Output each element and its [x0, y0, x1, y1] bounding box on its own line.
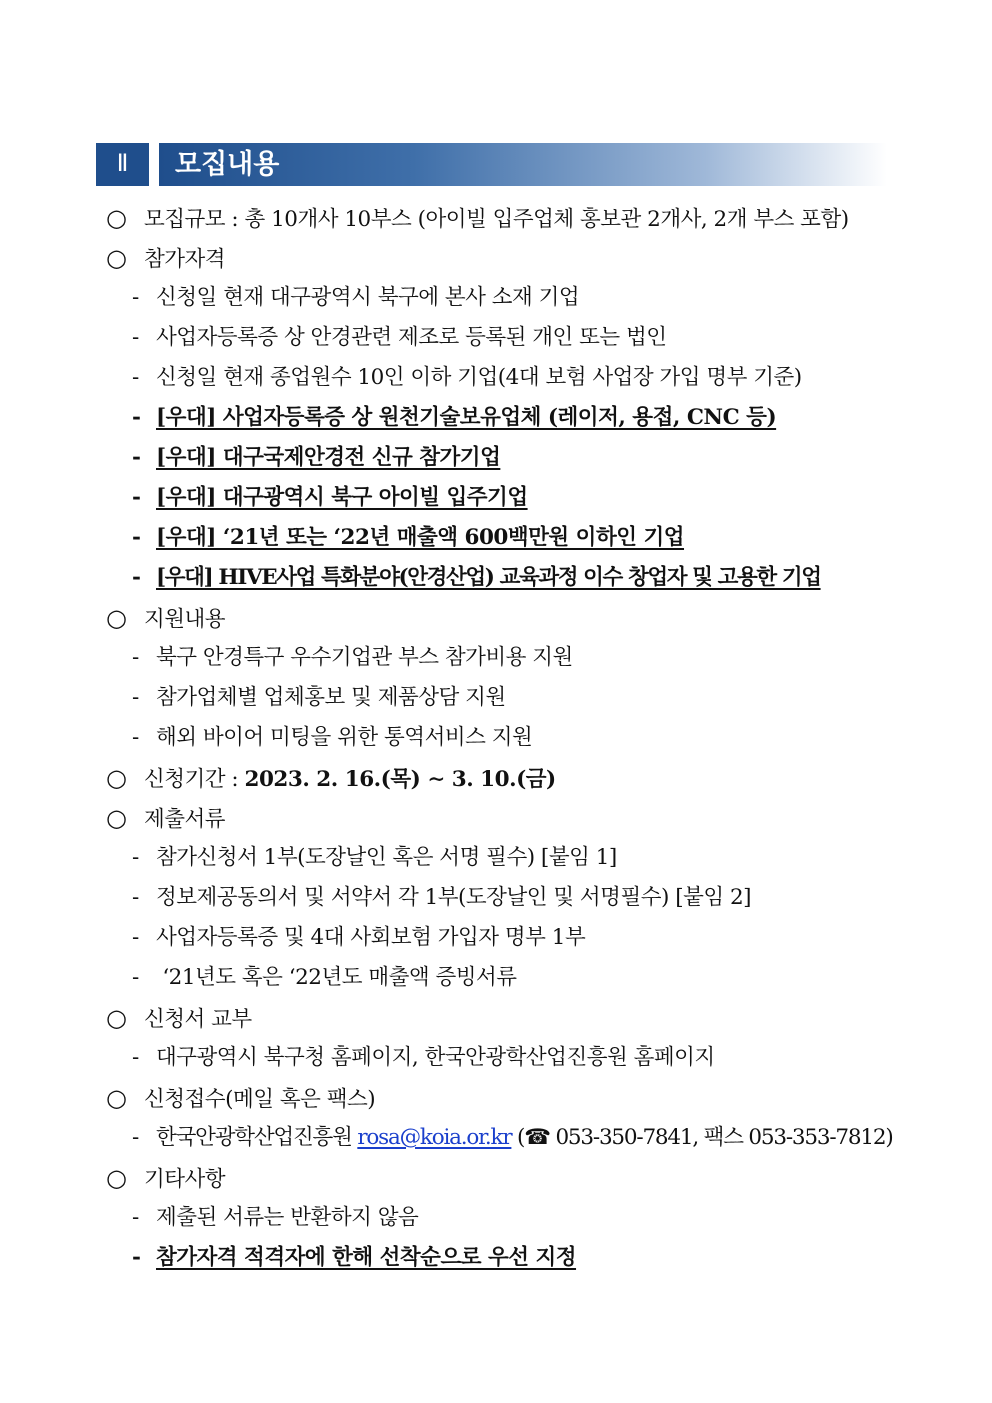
section-title: 모집내용 [175, 149, 280, 180]
preferred-item-text: [우대] 대구광역시 북구 아이빌 입주기업 [156, 485, 528, 510]
circle-bullet-icon: ○ [106, 244, 127, 272]
list-item [106, 678, 936, 718]
support-heading: 지원내용 [144, 607, 226, 632]
submission-heading-line [106, 1078, 936, 1118]
preferred-item [106, 398, 936, 438]
preferred-item [106, 438, 936, 478]
list-item-text: 신청일 현재 종업원수 10인 이하 기업(4대 보험 사업장 가입 명부 기준) [156, 365, 802, 390]
dash-marker: - [132, 845, 139, 870]
submission-contact-line [106, 1118, 936, 1158]
preferred-item [106, 478, 936, 518]
circle-bullet-icon: ○ [106, 804, 127, 832]
preferred-item [106, 518, 936, 558]
documents-heading: 제출서류 [144, 807, 226, 832]
preferred-item-text: [우대] HIVE사업 특화분야(안경산업) 교육과정 이수 창업자 및 고용한 기업 [156, 565, 821, 590]
dash-marker: - [132, 725, 139, 750]
dash-marker: - [132, 325, 139, 350]
list-item [106, 718, 936, 758]
list-item-text: 정보제공동의서 및 서약서 각 1부(도장날인 및 서명필수) [붙임 2] [156, 885, 752, 910]
dash-marker: - [132, 565, 141, 590]
dash-marker: - [132, 405, 141, 430]
distribution-heading: 신청서 교부 [144, 1007, 252, 1032]
period-value: 2023. 2. 16.(목) ∼ 3. 10.(금) [244, 767, 556, 792]
preferred-item [106, 558, 936, 598]
list-item-text: 대구광역시 북구청 홈페이지, 한국안광학산업진흥원 홈페이지 [156, 1045, 715, 1070]
dash-marker: - [132, 365, 139, 390]
section-title-bar [159, 143, 887, 186]
section-header [96, 143, 896, 186]
list-item [106, 958, 936, 998]
dash-marker: - [132, 965, 139, 990]
circle-bullet-icon: ○ [106, 604, 127, 632]
dash-marker: - [132, 485, 141, 510]
dash-marker: - [132, 885, 139, 910]
submission-org: 한국안광학산업진흥원 [156, 1125, 358, 1150]
preferred-item-text: [우대] ‘21년 또는 ‘22년 매출액 600백만원 이하인 기업 [156, 525, 685, 550]
period-line [106, 758, 936, 798]
list-item [106, 278, 936, 318]
scale-separator: : [225, 207, 245, 232]
list-item-text: 북구 안경특구 우수기업관 부스 참가비용 지원 [156, 645, 573, 670]
list-item [106, 918, 936, 958]
recruitment-content [106, 198, 936, 1278]
scale-text: 총 10개사 10부스 (아이빌 입주업체 홍보관 2개사, 2개 부스 포함) [244, 207, 849, 232]
dash-marker: - [132, 645, 139, 670]
list-item-text: 사업자등록증 상 안경관련 제조로 등록된 개인 또는 법인 [156, 325, 667, 350]
list-item [106, 638, 936, 678]
list-item-text: 참가자격 적격자에 한해 선착순으로 우선 지정 [156, 1245, 577, 1270]
dash-marker: - [132, 1245, 141, 1270]
circle-bullet-icon: ○ [106, 764, 127, 792]
support-heading-line [106, 598, 936, 638]
etc-heading-line [106, 1158, 936, 1198]
etc-heading: 기타사항 [144, 1167, 226, 1192]
distribution-heading-line [106, 998, 936, 1038]
documents-heading-line [106, 798, 936, 838]
dash-marker: - [132, 445, 141, 470]
list-item [106, 878, 936, 918]
submission-phone-fax: (☎ 053-350-7841, 팩스 053-353-7812) [511, 1125, 893, 1150]
dash-marker: - [132, 285, 139, 310]
list-item [106, 1038, 936, 1078]
list-item [106, 1198, 936, 1238]
dash-marker: - [132, 1125, 139, 1150]
circle-bullet-icon: ○ [106, 1164, 127, 1192]
preferred-item-text: [우대] 사업자등록증 상 원천기술보유업체 (레이저, 용접, CNC 등) [156, 405, 777, 430]
list-item-text: 제출된 서류는 반환하지 않음 [156, 1205, 419, 1230]
preferred-item-text: [우대] 대구국제안경전 신규 참가기업 [156, 445, 501, 470]
list-item-text: 사업자등록증 및 4대 사회보험 가입자 명부 1부 [156, 925, 586, 950]
eligibility-heading: 참가자격 [144, 247, 226, 272]
list-item [106, 838, 936, 878]
list-item-text: 참가업체별 업체홍보 및 제품상담 지원 [156, 685, 506, 710]
circle-bullet-icon: ○ [106, 1004, 127, 1032]
email-link[interactable]: rosa@koia.or.kr [357, 1125, 512, 1150]
eligibility-heading-line [106, 238, 936, 278]
dash-marker: - [132, 1045, 139, 1070]
dash-marker: - [132, 925, 139, 950]
list-item-text: 해외 바이어 미팅을 위한 통역서비스 지원 [156, 725, 533, 750]
dash-marker: - [132, 525, 141, 550]
list-item-text: 신청일 현재 대구광역시 북구에 본사 소재 기업 [156, 285, 580, 310]
dash-marker: - [132, 1205, 139, 1230]
submission-heading: 신청접수(메일 혹은 팩스) [144, 1087, 376, 1112]
circle-bullet-icon: ○ [106, 204, 127, 232]
circle-bullet-icon: ○ [106, 1084, 127, 1112]
list-item [106, 1238, 936, 1278]
scale-line [106, 198, 936, 238]
period-separator: : [225, 767, 245, 792]
list-item [106, 358, 936, 398]
dash-marker: - [132, 685, 139, 710]
section-number: Ⅱ [96, 143, 149, 186]
scale-heading: 모집규모 [144, 207, 226, 232]
period-heading: 신청기간 [144, 767, 226, 792]
list-item-text: ‘21년도 혹은 ‘22년도 매출액 증빙서류 [156, 965, 517, 990]
list-item-text: 참가신청서 1부(도장날인 혹은 서명 필수) [붙임 1] [156, 845, 617, 870]
list-item [106, 318, 936, 358]
